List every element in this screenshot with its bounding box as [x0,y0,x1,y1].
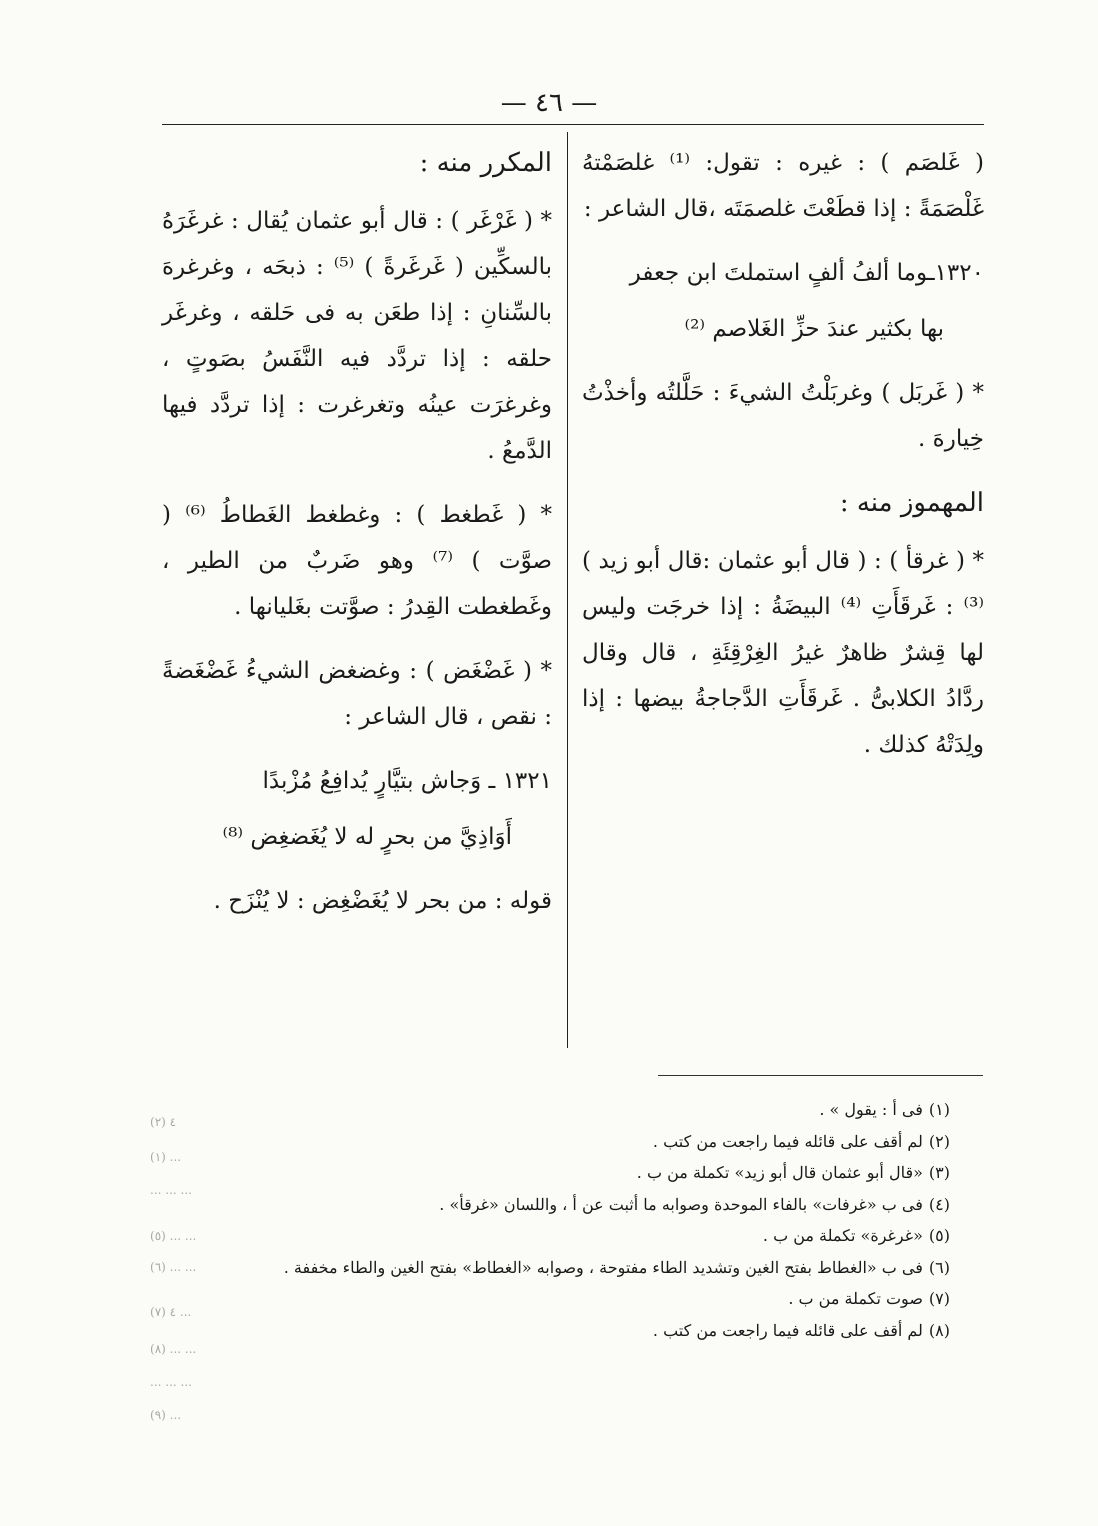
bleed-through-text: (٥) ... ... [150,1229,197,1243]
bleed-through-text: (٦) ... ... [150,1260,197,1274]
bleed-through-text: (٩) ... [150,1408,182,1422]
footnote-text: فى ب «الغطاط بفتح الغين وتشديد الطاء مفتوحة ، وصوابه «الغطاط» بفتح الغين والطاء مخففة . [283,1257,923,1277]
right-column [582,140,984,786]
column-divider [567,132,568,1048]
entry-gharqa: * ( غرقأ ) : ( قال أبو عثمان :قال أبو زيد ) ⁽³⁾ : غَرقَأَتِ ⁽⁴⁾ البيضَةُ : إذا خرجَت وليس لها قِشرٌ ظاهرٌ غيرُ الغِرْقِئَةِ ، قال وقال ردَّادُ الكلابىُّ . غَرقَأَتِ الدَّجاجةُ بيضها : إذا ولِدَتْهُ كذلك . [582,548,984,758]
footnote-text: فى ب «غرفات» بالفاء الموحدة وصوابه ما أثبت عن أ ، واللسان «غرقأ» . [439,1194,923,1214]
footnote-text: «قال أبو عثمان قال أبو زيد» تكملة من ب . [636,1163,923,1182]
bleed-through-text: ... ... ... [150,1375,192,1389]
footnote-number: (٦) [928,1257,950,1277]
footnote-number: (٢) [928,1131,950,1151]
footnote-number: (٨) [928,1320,950,1340]
footnote-text: صوت تكملة من ب . [788,1289,923,1308]
verse-1321-line2: أَوَاذِيَّ من بحرٍ له لا يُغَضغِض ⁽⁸⁾ [222,824,512,850]
footnote-number: (٤) [928,1194,950,1214]
entry-ghalsam: ( غَلصَم ) : غيره : تقول: ⁽¹⁾ غلصَمْتهُ غَلْصَمَةً : إذا قطَعْتَ غلصمَتَه ،قال الشاعر : [582,150,984,222]
footnote-number: (٣) [928,1163,950,1182]
header-rule [162,124,984,125]
section-heading-mahmuz: المهموز منه : [839,488,984,518]
footnote-number: (٧) [928,1289,950,1308]
bleed-through-text: (٨) ... ... [150,1342,197,1356]
footnote-number: (١) [928,1100,950,1119]
entry-ghatghat: * ( غَطغط ) : وغطغط الغَطاطُ ⁽⁶⁾ ( صوَّت ) ⁽⁷⁾ وهو ضَربٌ من الطير ، وغَطغطت القِدرُ : صوَّتت بغَليانها . [162,502,553,620]
bleed-through-text: (١) ... [150,1150,182,1164]
verse-1321-line1: ١٣٢١ ـ وَجاش بتيَّارٍ يُدافِعُ مُزْبدًا [262,768,552,794]
bleed-through-text: (٧) ٤ ... [150,1305,192,1319]
entry-gharbal: * ( غَربَل ) وغربَلْتُ الشيءَ : حَلَّلتُه وأخذْتُ خِيارهَ . [582,380,984,452]
footnote-rule [658,1075,983,1076]
verse-1320-line1: ١٣٢٠ـوما ألفُ ألفٍ استملتَ ابن جعفر [629,260,984,286]
bleed-through-text: ... ... ... [150,1183,192,1197]
entry-ghadghad: * ( غَضْغَض ) : وغضغض الشيءُ غَضْغَضةً : نقص ، قال الشاعر : [162,658,552,730]
footnote-text: فى أ : يقول » . [819,1100,923,1119]
footnote-text: «غرغرة» تكملة من ب . [762,1226,923,1245]
left-column [162,140,552,942]
section-heading-mukarrar: المكرر منه : [419,148,552,178]
page-number: — ٤٦ — [500,88,598,118]
footnote-text: لم أقف على قائله فيما راجعت من كتب . [652,1320,923,1340]
footnote-number: (٥) [928,1226,950,1245]
footnote-text: لم أقف على قائله فيما راجعت من كتب . [652,1131,923,1151]
bleed-through-text: (٢) ٤ [150,1115,177,1129]
entry-ghadghad-gloss: قوله : من بحر لا يُغَضْغِض : لا يُنْزَح . [213,888,552,914]
entry-ghargar: * ( غَرْغَر ) : قال أبو عثمان يُقال : غرغَرَهُ بالسكِّين ( غَرغَرةً ) ⁽⁵⁾ : ذبحَه ، وغرغرهَ بالسِّنانِ : إذا طعَن به فى حَلقه ، وغرغَر حلقه : إذا تردَّد فيه النَّفَسُ بصَوتٍ ، وغرغرَت عينُه وتغرغرت : إذا تردَّد فيها الدَّمعُ . [162,208,552,464]
verse-1320-line2: بها بكثير عندَ حزِّ الغَلاصم ⁽²⁾ [684,316,944,342]
